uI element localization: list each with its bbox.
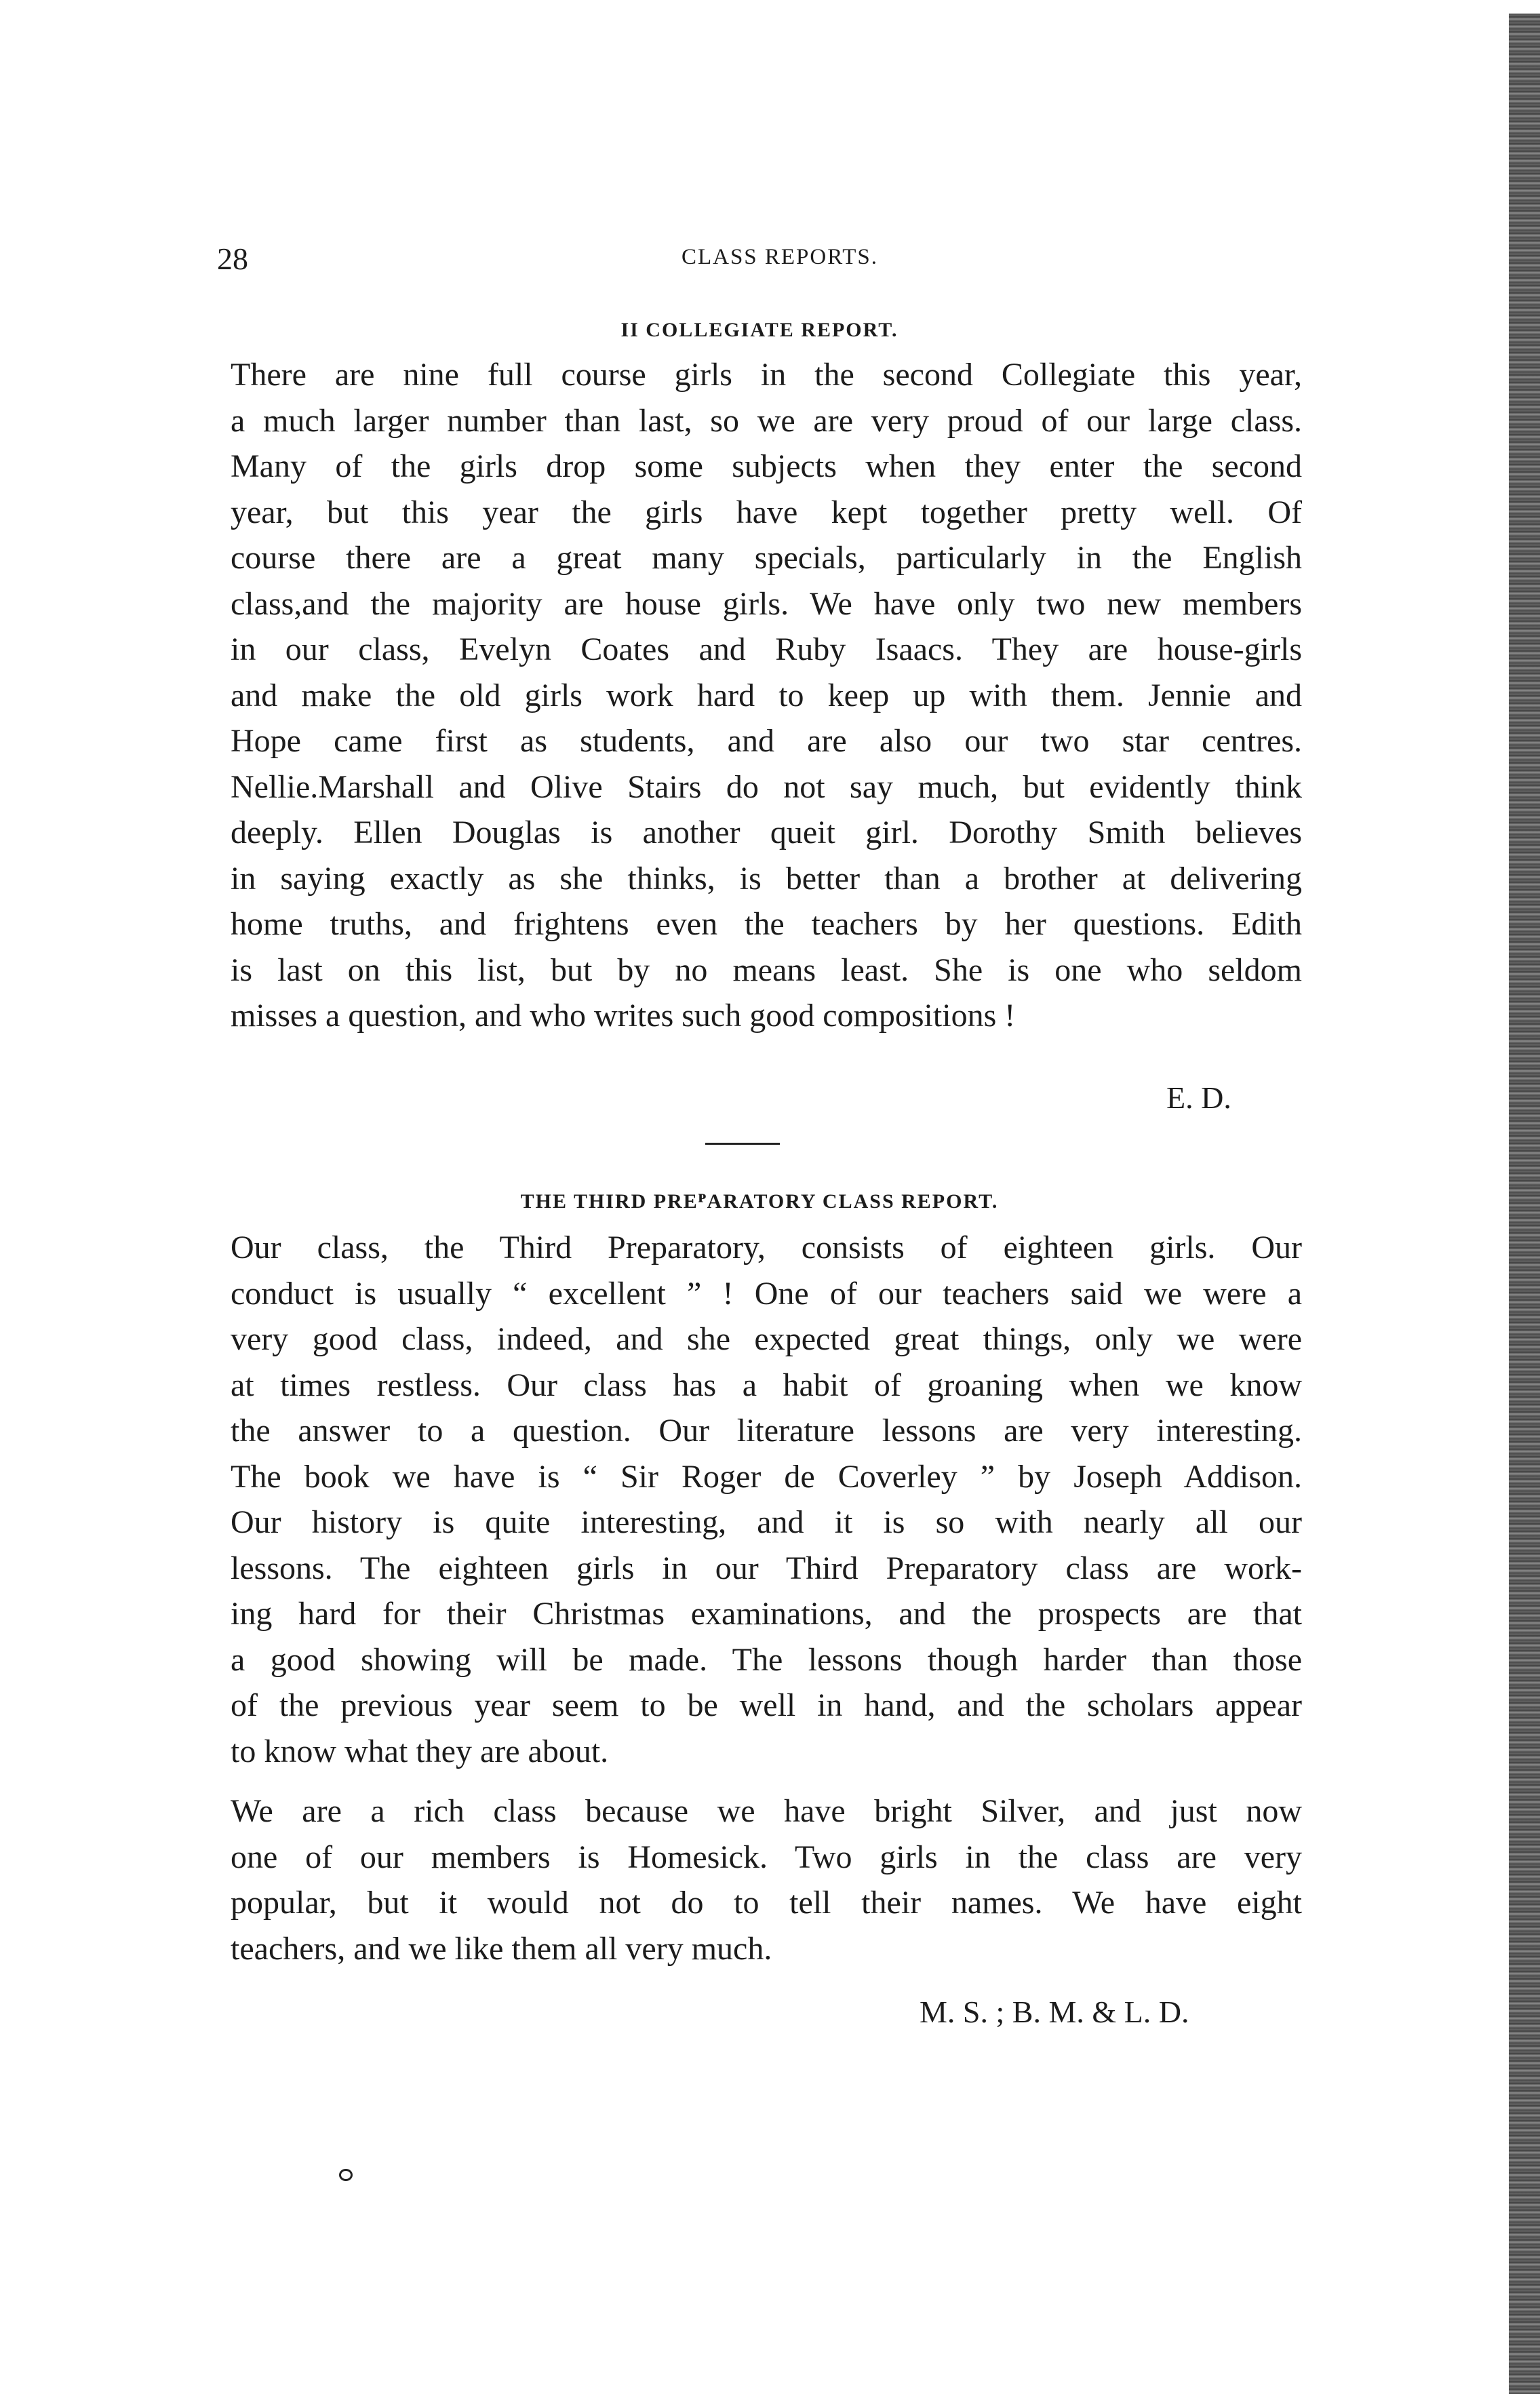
text-line: in our class, Evelyn Coates and Ruby Isaacs. They are house-girls — [231, 631, 1302, 667]
page-number: 28 — [217, 241, 248, 276]
text-line: one of our members is Homesick. Two girls in the class are very — [231, 1839, 1302, 1875]
text-line: ing hard for their Christmas examinations, and the prospects are that — [231, 1596, 1302, 1632]
text-line: misses a question, and who writes such good compositions ! — [231, 998, 1016, 1034]
text-line: the answer to a question. Our literature lessons are very interesting. — [231, 1413, 1302, 1449]
text-line: There are nine full course girls in the second Collegiate this year, — [231, 357, 1302, 393]
text-line: Many of the girls drop some subjects when they enter the second — [231, 448, 1302, 484]
text-line: The book we have is “ Sir Roger de Coverley ” by Joseph Addison. — [231, 1458, 1302, 1495]
preparatory-signature: M. S. ; B. M. & L. D. — [920, 1995, 1189, 2029]
text-line: a good showing will be made. The lessons though harder than those — [231, 1641, 1302, 1678]
text-line: very good class, indeed, and she expected great things, only we were — [231, 1321, 1302, 1357]
text-line: conduct is usually “ excellent ” ! One of our teachers said we were a — [231, 1275, 1302, 1312]
text-line: course there are a great many specials, particularly in the English — [231, 540, 1302, 576]
text-line: teachers, and we like them all very much. — [231, 1930, 772, 1967]
text-line: is last on this list, but by no means least. She is one who seldom — [231, 951, 1302, 988]
collegiate-signature: E. D. — [1166, 1080, 1231, 1115]
ink-speck — [339, 2169, 353, 2181]
collegiate-report-heading: II COLLEGIATE REPORT. — [620, 319, 899, 341]
text-line: year, but this year the girls have kept together pretty well. Of — [231, 494, 1302, 530]
scan-edge — [1509, 14, 1540, 2394]
text-line: We are a rich class because we have bright Silver, and just now — [231, 1793, 1302, 1829]
text-line: in saying exactly as she thinks, is better than a brother at delivering — [231, 860, 1302, 897]
preparatory-report-heading: THE THIRD PREᴾARATORY CLASS REPORT. — [520, 1190, 999, 1213]
preparatory-report-paragraph-2 — [231, 1788, 1302, 1971]
text-line: and make the old girls work hard to keep up with them. Jennie and — [231, 677, 1302, 713]
text-line: Our history is quite interesting, and it is so with nearly all our — [231, 1504, 1302, 1540]
text-line: to know what they are about. — [231, 1733, 609, 1769]
text-line: lessons. The eighteen girls in our Third Preparatory class are work- — [231, 1550, 1302, 1586]
running-head: CLASS REPORTS. — [681, 245, 879, 269]
collegiate-report-body — [231, 352, 1302, 1039]
preparatory-report-paragraph-1 — [231, 1225, 1302, 1774]
text-line: deeply. Ellen Douglas is another queit girl. Dorothy Smith believes — [231, 815, 1302, 850]
text-line: Our class, the Third Preparatory, consists of eighteen girls. Our — [231, 1230, 1302, 1265]
text-line: home truths, and frightens even the teachers by her questions. Edith — [231, 906, 1302, 942]
section-divider — [705, 1143, 780, 1145]
text-line: of the previous year seem to be well in hand, and the scholars appear — [231, 1687, 1302, 1723]
text-line: popular, but it would not do to tell their names. We have eight — [231, 1885, 1302, 1921]
text-line: class,and the majority are house girls. We have only two new members — [231, 585, 1302, 622]
text-line: a much larger number than last, so we are very proud of our large class. — [231, 402, 1302, 439]
text-line: at times restless. Our class has a habit of groaning when we know — [231, 1367, 1302, 1403]
page-header — [217, 241, 1302, 281]
text-line: Hope came first as students, and are also our two star centres. — [231, 723, 1302, 759]
text-line: Nellie.Marshall and Olive Stairs do not say much, but evidently think — [231, 768, 1302, 805]
